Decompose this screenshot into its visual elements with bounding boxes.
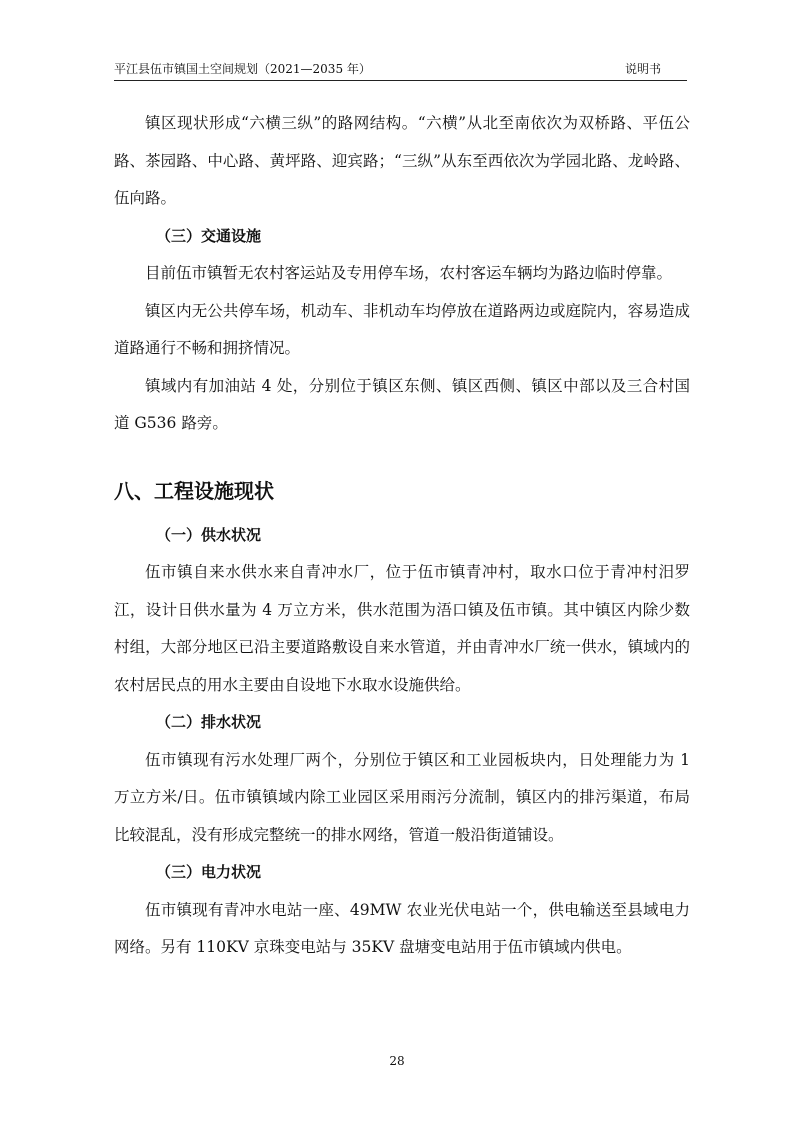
water-supply-paragraph: 伍市镇自来水供水来自青冲水厂，位于伍市镇青冲村，取水口位于青冲村汨罗江，设计日供水量为 4 万立方米，供水范围为浯口镇及伍市镇。其中镇区内除少数村组，大部分地区已沿主要道路敷设自来水管道，并由青冲水厂统一供水，镇域内的农村居民点的用水主要由自设地下水取水设施供给。 [114,563,690,694]
header-document-type: 说明书 [624,62,661,76]
power-heading: （三）电力状况 [156,863,262,881]
document-body [114,105,690,967]
traffic-paragraph: 目前伍市镇暂无农村客运站及专用停车场，农村客运车辆均为路边临时停靠。 [145,264,673,282]
traffic-facilities-heading: （三）交通设施 [156,226,262,245]
drainage-paragraph: 伍市镇现有污水处理厂两个，分别位于镇区和工业园板块内，日处理能力为 1 万立方米/日。伍市镇镇域内除工业园区采用雨污分流制，镇区内的排污渠道，布局比较混乱，没有形成完整统一的排水网络，管道一般沿街道铺设。 [114,750,690,844]
section-heading-engineering: 八、工程设施现状 [114,478,274,503]
header-document-title: 平江县伍市镇国土空间规划（2021—2035 年） [114,62,371,76]
traffic-paragraph: 镇区内无公共停车场，机动车、非机动车均停放在道路两边或庭院内，容易造成道路通行不畅和拥挤情况。 [114,301,690,357]
page-number: 28 [389,1054,405,1068]
water-supply-heading: （一）供水状况 [156,525,262,544]
page-header [114,60,687,81]
drainage-heading: （二）排水状况 [156,713,262,731]
traffic-paragraph: 镇域内有加油站 4 处，分别位于镇区东侧、镇区西侧、镇区中部以及三合村国道 G536 路旁。 [114,376,690,432]
power-paragraph: 伍市镇现有青冲水电站一座、49MW 农业光伏电站一个，供电输送至县域电力网络。另有 110KV 京珠变电站与 35KV 盘塘变电站用于伍市镇域内供电。 [114,900,690,956]
road-network-paragraph: 镇区现状形成“六横三纵”的路网结构。“六横”从北至南依次为双桥路、平伍公路、茶园路、中心路、黄坪路、迎宾路；“三纵”从东至西依次为学园北路、龙岭路、伍向路。 [114,114,690,207]
